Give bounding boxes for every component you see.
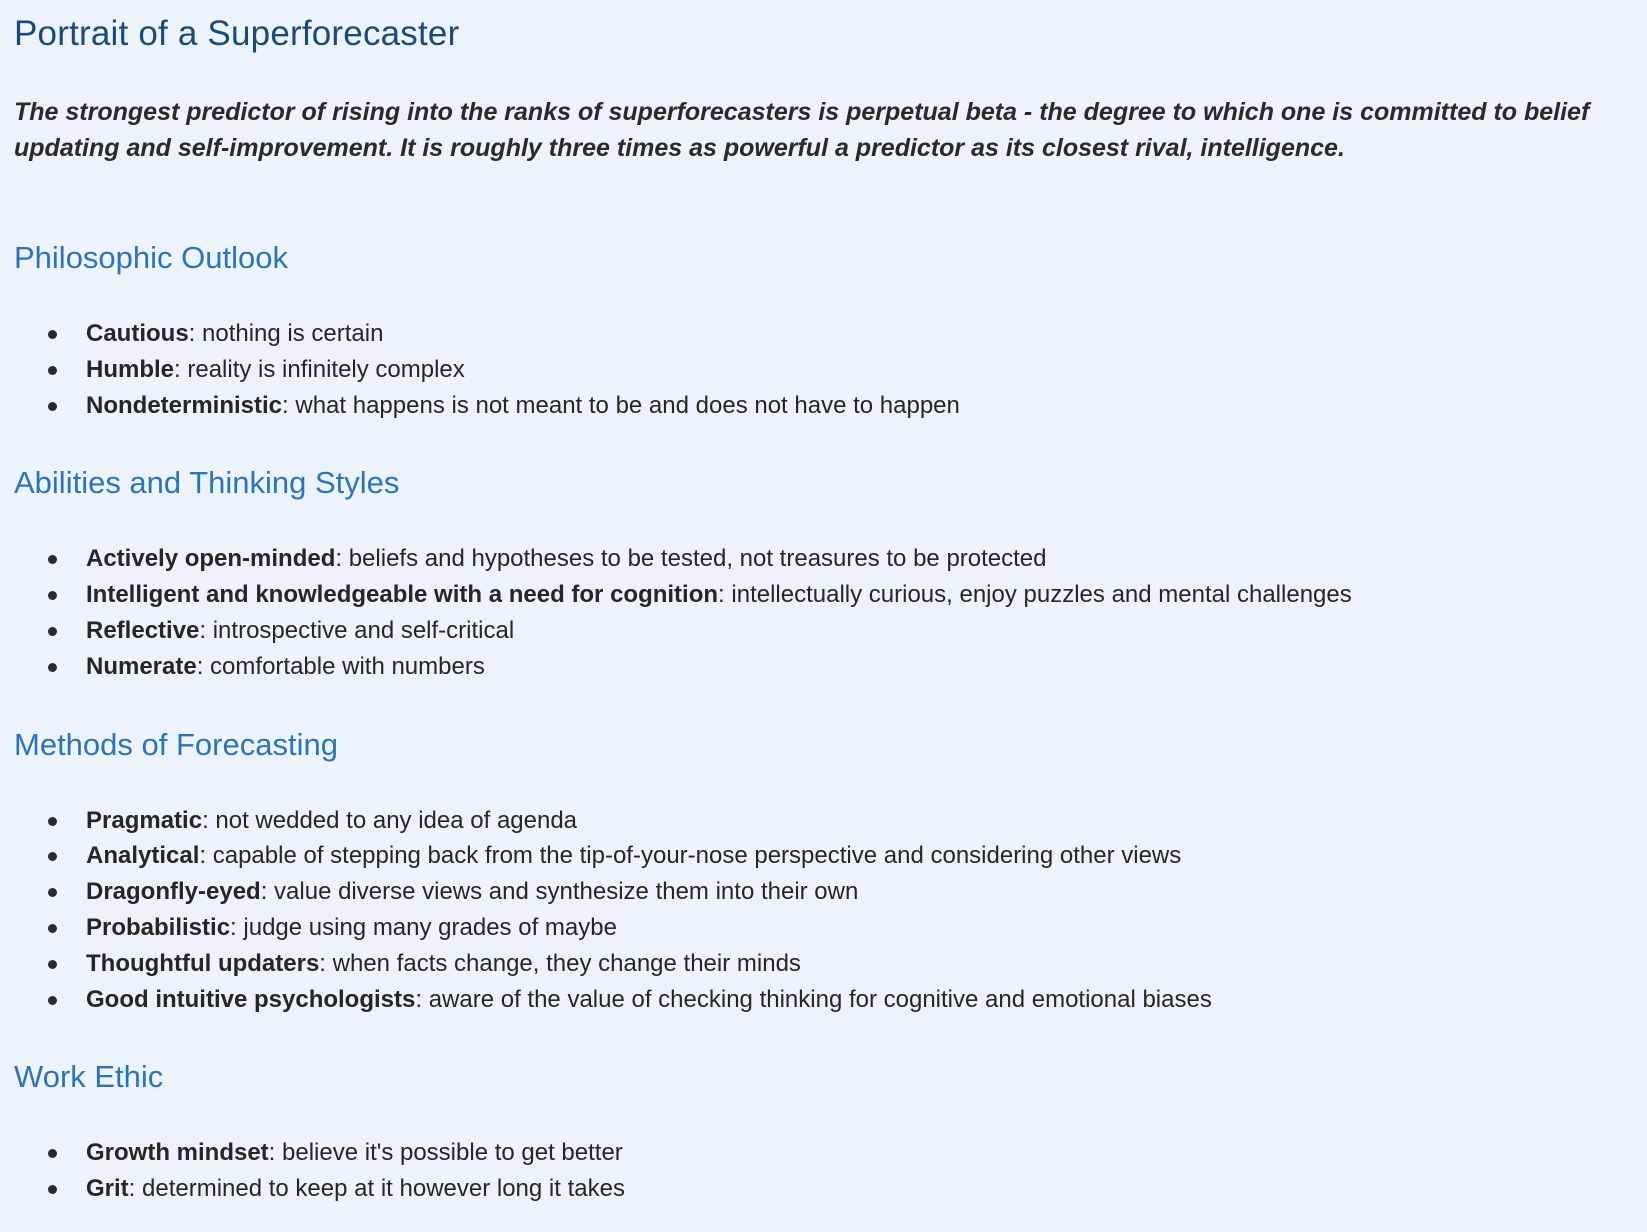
bullet-icon xyxy=(48,663,57,672)
bullet-icon xyxy=(48,960,57,969)
bullet-icon xyxy=(48,330,57,339)
item-term: Nondeterministic xyxy=(86,391,283,419)
list-item xyxy=(14,352,1634,388)
section-heading: Work Ethic xyxy=(14,1059,164,1095)
item-description: : beliefs and hypotheses to be tested, not treasures to be protected xyxy=(335,545,1047,573)
list-item xyxy=(14,649,1634,685)
item-term: Thoughtful updaters xyxy=(86,949,320,977)
list-item xyxy=(14,1135,1634,1171)
item-term: Dragonfly-eyed xyxy=(86,878,261,906)
bullet-list xyxy=(14,541,1634,684)
bullet-icon xyxy=(48,627,57,636)
bullet-icon xyxy=(48,924,57,933)
section-heading: Philosophic Outlook xyxy=(14,240,288,275)
bullet-icon xyxy=(48,1185,57,1194)
section-heading: Methods of Forecasting xyxy=(14,726,338,762)
item-description: : introspective and self-critical xyxy=(199,616,515,644)
section-abilities-and-thinking-styles xyxy=(14,463,1634,684)
item-term: Reflective xyxy=(86,616,200,644)
bullet-icon xyxy=(48,402,57,411)
list-item xyxy=(14,1171,1634,1207)
item-description: : believe it's possible to get better xyxy=(268,1139,623,1167)
item-term: Good intuitive psychologists xyxy=(86,985,416,1013)
item-term: Intelligent and knowledgeable with a need for cognition xyxy=(86,581,719,609)
bullet-list xyxy=(14,316,1634,423)
document-page xyxy=(14,0,1634,1207)
list-item xyxy=(14,838,1634,874)
item-term: Growth mindset xyxy=(86,1139,269,1167)
item-description: : aware of the value of checking thinking for cognitive and emotional biases xyxy=(415,985,1212,1013)
item-description: : nothing is certain xyxy=(188,320,384,347)
item-description: : reality is infinitely complex xyxy=(174,355,465,383)
page-title: Portrait of a Superforecaster xyxy=(14,14,460,53)
item-description: : intellectually curious, enjoy puzzles and mental challenges xyxy=(718,581,1352,609)
bullet-list xyxy=(14,803,1634,1018)
section-heading: Abilities and Thinking Styles xyxy=(14,465,400,501)
item-description: : comfortable with numbers xyxy=(196,652,485,680)
section-methods-of-forecasting xyxy=(14,725,1634,1018)
bullet-icon xyxy=(48,817,57,826)
section-philosophic-outlook xyxy=(14,238,1634,423)
item-description: : what happens is not meant to be and does not have to happen xyxy=(282,391,960,419)
section-work-ethic xyxy=(14,1057,1634,1207)
list-item xyxy=(14,388,1634,424)
item-term: Numerate xyxy=(86,652,197,680)
item-term: Pragmatic xyxy=(86,806,203,834)
list-item xyxy=(14,803,1634,839)
item-description: : when facts change, they change their minds xyxy=(319,949,801,977)
item-term: Analytical xyxy=(86,842,200,870)
bullet-icon xyxy=(48,366,57,375)
list-item xyxy=(14,613,1634,649)
bullet-icon xyxy=(48,888,57,897)
list-item xyxy=(14,541,1634,577)
item-term: Actively open-minded xyxy=(86,545,336,573)
item-term: Grit xyxy=(86,1175,129,1203)
list-item xyxy=(14,316,1634,352)
item-description: : determined to keep at it however long it takes xyxy=(128,1175,625,1203)
item-description: : value diverse views and synthesize them into their own xyxy=(260,878,859,906)
bullet-icon xyxy=(48,555,57,564)
bullet-icon xyxy=(48,852,57,861)
bullet-icon xyxy=(48,591,57,600)
bullet-icon xyxy=(48,1149,57,1158)
item-term: Cautious xyxy=(86,320,189,347)
bullet-icon xyxy=(48,996,57,1005)
item-description: : not wedded to any idea of agenda xyxy=(202,806,578,834)
item-term: Probabilistic xyxy=(86,913,231,941)
list-item xyxy=(14,910,1634,946)
item-description: : judge using many grades of maybe xyxy=(230,913,617,941)
intro-paragraph: The strongest predictor of rising into the ranks of superforecasters is perpetual beta - the degree to which one is committed to belief updating and self-improvement. It is roughly three times as powerful a predictor as its closest rival, intelligence. xyxy=(14,98,1590,162)
bullet-list xyxy=(14,1135,1634,1207)
item-term: Humble xyxy=(86,355,175,383)
item-description: : capable of stepping back from the tip-of-your-nose perspective and considering other views xyxy=(199,842,1182,870)
list-item xyxy=(14,874,1634,910)
list-item xyxy=(14,946,1634,982)
list-item xyxy=(14,577,1634,613)
list-item xyxy=(14,982,1634,1018)
